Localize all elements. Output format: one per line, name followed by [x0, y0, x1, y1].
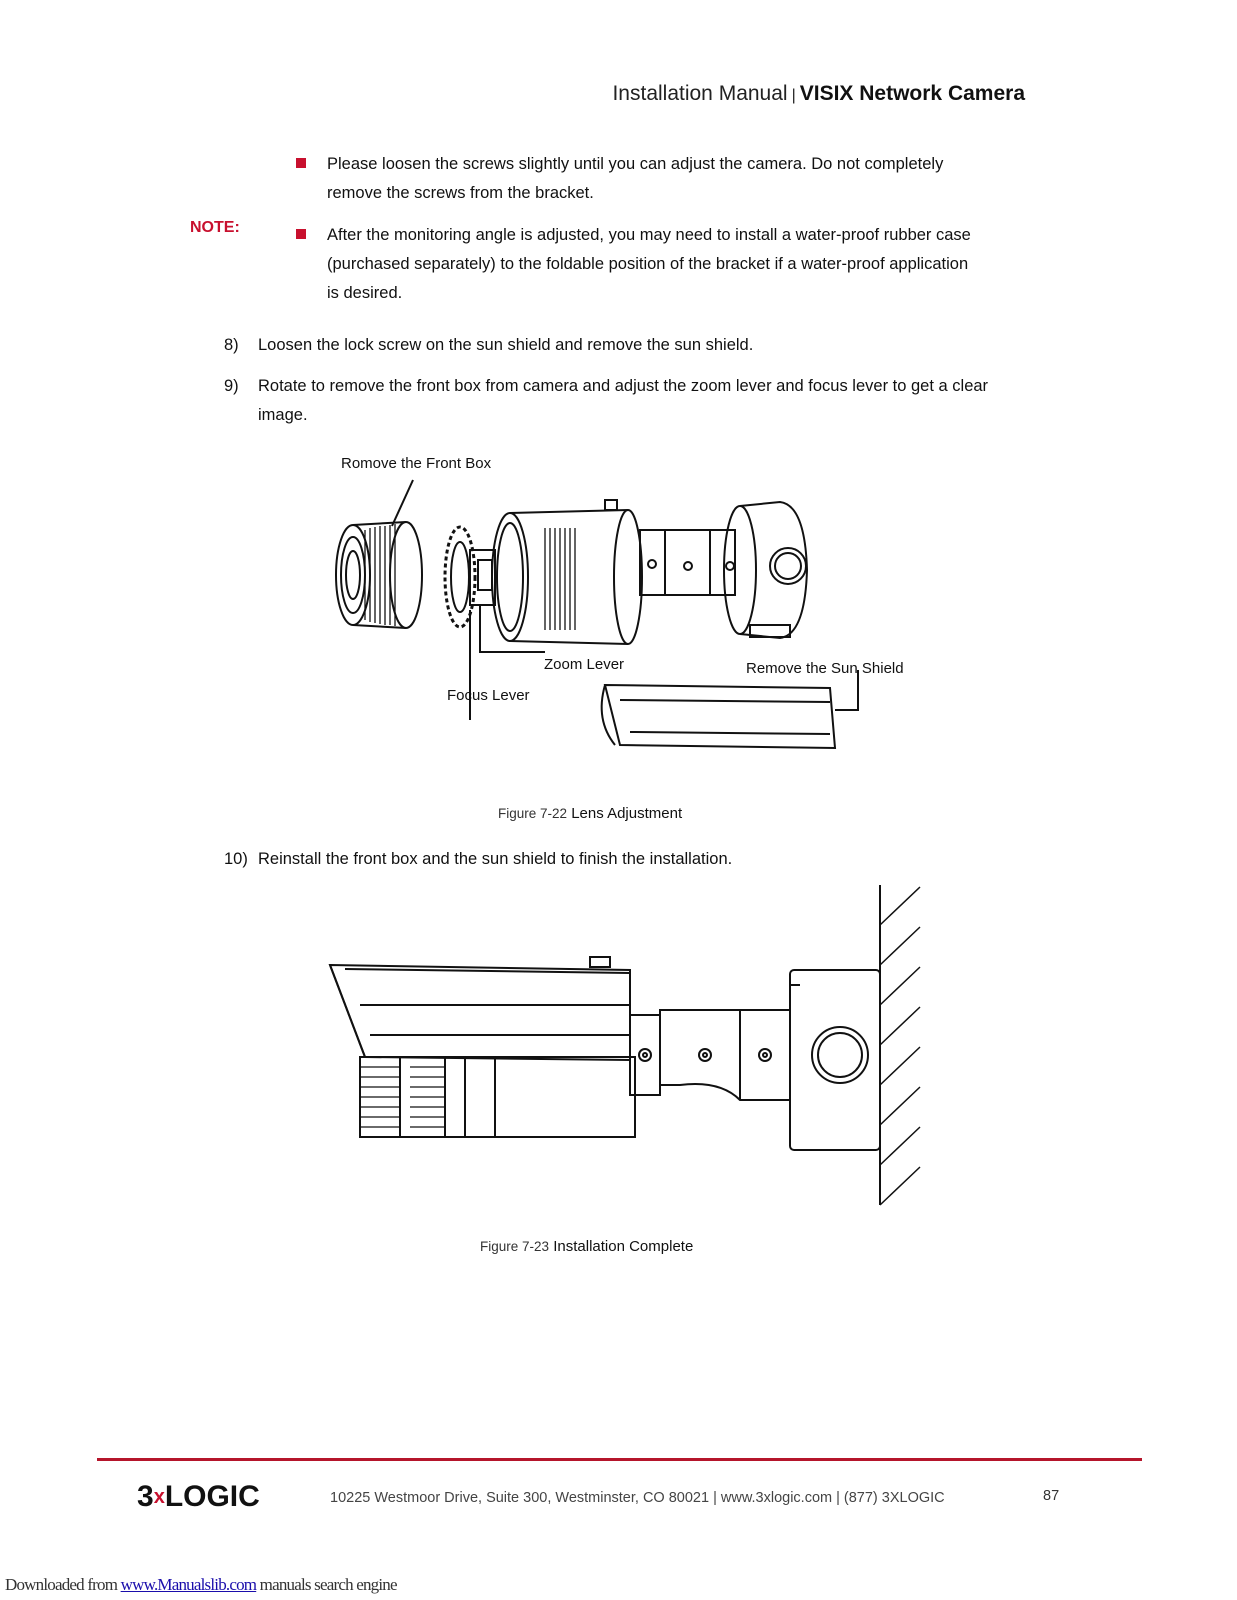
- label-focus-lever: Focus Lever: [447, 687, 530, 704]
- bullet-square-icon: [296, 158, 306, 168]
- step-number: 9): [224, 377, 239, 395]
- step-number: 10): [224, 850, 248, 868]
- note-label: NOTE:: [190, 219, 240, 236]
- company-logo: 3xLOGIC: [137, 1480, 260, 1513]
- label-zoom-lever: Zoom Lever: [544, 656, 625, 673]
- label-sun-shield: Remove the Sun Shield: [746, 660, 904, 677]
- lens-adjustment-figure: [310, 470, 930, 780]
- note-item: After the monitoring angle is adjusted, you may need to install a water-proof rubber case (purchased separately) to the foldable position of the bracket if a water-proof application is desired.: [327, 226, 971, 302]
- label-front-box: Romove the Front Box: [341, 455, 492, 472]
- installation-complete-figure: [320, 885, 930, 1215]
- step-text: Rotate to remove the front box from camera and adjust the zoom lever and focus lever to get a clear image.: [258, 377, 989, 424]
- download-notice: Downloaded from www.Manualslib.com manuals search engine: [5, 1575, 397, 1594]
- manualslib-link[interactable]: www.Manualslib.com: [120, 1575, 257, 1594]
- product-name: VISIX Network Camera: [799, 82, 1025, 105]
- note-item: Please loosen the screws slightly until you can adjust the camera. Do not completely remove the screws from the bracket.: [327, 155, 944, 202]
- bullet-square-icon: [296, 229, 306, 239]
- figure-caption: Figure 7-23 Installation Complete: [480, 1238, 694, 1255]
- footer-address: 10225 Westmoor Drive, Suite 300, Westminster, CO 80021 | www.3xlogic.com | (877) 3XLOGIC: [330, 1490, 945, 1506]
- page-number: 87: [1043, 1488, 1060, 1504]
- step-text: Reinstall the front box and the sun shield to finish the installation.: [258, 850, 733, 868]
- step-number: 8): [224, 336, 239, 354]
- header-separator: |: [791, 87, 796, 104]
- page-header: [612, 82, 1025, 106]
- footer-rule: [97, 1458, 1142, 1461]
- step-text: Loosen the lock screw on the sun shield and remove the sun shield.: [258, 336, 754, 354]
- figure-caption: Figure 7-22 Lens Adjustment: [498, 805, 683, 822]
- manual-title: Installation Manual: [612, 82, 788, 105]
